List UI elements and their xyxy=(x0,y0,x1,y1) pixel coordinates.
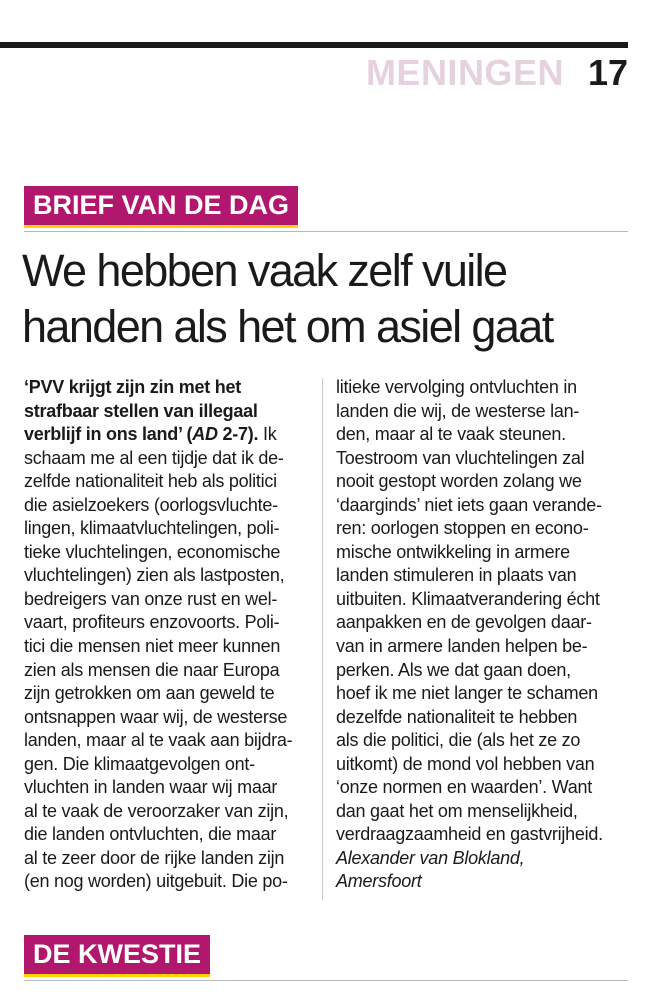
column-divider xyxy=(322,378,323,900)
top-rule xyxy=(0,42,628,48)
divider-rule xyxy=(24,980,628,981)
page-number: 17 xyxy=(587,52,628,93)
body-line: uitkomt) de mond vol hebben van xyxy=(336,753,595,774)
letter-column-right xyxy=(336,376,628,894)
body-line: vluchtelingen) zien als lastposten, xyxy=(24,565,285,586)
source-reference: AD xyxy=(192,424,218,445)
body-line: Toestroom van vluchtelingen zal xyxy=(336,447,585,468)
body-line: ren: oorlogen stoppen en econo- xyxy=(336,518,589,539)
body-line: die landen ontvluchten, die maar xyxy=(24,824,277,845)
body-line: schaam me al een tijdje dat ik de- xyxy=(24,447,284,468)
body-line: aanpakken en de gevolgen daar- xyxy=(336,612,592,633)
body-line: zelfde nationaliteit heb als politici xyxy=(24,471,277,492)
body-line: al te zeer door de rijke landen zijn xyxy=(24,847,285,868)
lead-line-mixed xyxy=(24,423,320,447)
body-line: perken. Als we dat gaan doen, xyxy=(336,659,571,680)
body-line: dezelfde nationaliteit te hebben xyxy=(336,706,578,727)
body-line: zijn getrokken om aan geweld te xyxy=(24,683,275,704)
body-line: landen die wij, de westerse lan- xyxy=(336,400,580,421)
body-line: landen stimuleren in plaats van xyxy=(336,565,577,586)
lead-line: strafbaar stellen van illegaal xyxy=(24,400,258,421)
body-line: ontsnappen waar wij, de westerse xyxy=(24,706,288,727)
body-line: vaart, profiteurs enzovoorts. Poli- xyxy=(24,612,280,633)
body-text-start: Ik xyxy=(258,424,277,445)
body-line: tieke vluchtelingen, economische xyxy=(24,541,281,562)
headline-line: handen als het om asiel gaat xyxy=(22,301,553,352)
section-name: MENINGEN xyxy=(365,52,564,93)
body-line: nooit gestopt worden zolang we xyxy=(336,471,582,492)
letter-column-left xyxy=(24,376,320,894)
body-line: als die politici, die (als het ze zo xyxy=(336,730,581,751)
page-header xyxy=(366,52,628,94)
lead-line: ‘PVV krijgt zijn zin met het xyxy=(24,377,242,397)
author-name: Alexander van Blokland, xyxy=(336,847,525,868)
body-line: (en nog worden) uitgebuit. Die po- xyxy=(24,871,288,892)
body-line: dan gaat het om menselijkheid, xyxy=(336,800,578,821)
body-line: vluchten in landen waar wij maar xyxy=(24,777,278,798)
divider-rule xyxy=(24,231,628,232)
body-line: van in armere landen helpen be- xyxy=(336,636,588,657)
body-line: zien als mensen die naar Europa xyxy=(24,659,280,680)
body-line: landen, maar al te vaak aan bijdra- xyxy=(24,730,293,751)
body-line: litieke vervolging ontvluchten in xyxy=(336,377,577,397)
author-place: Amersfoort xyxy=(336,871,422,892)
headline xyxy=(22,243,632,355)
body-line: gen. Die klimaatgevolgen ont- xyxy=(24,753,255,774)
body-line: tici die mensen niet meer kunnen xyxy=(24,636,281,657)
body-line: al te vaak de veroorzaker van zijn, xyxy=(24,800,289,821)
body-line: uitbuiten. Klimaatverandering écht xyxy=(336,588,600,609)
body-line: mische ontwikkeling in armere xyxy=(336,541,570,562)
body-line: verdraagzaamheid en gastvrijheid. xyxy=(336,824,603,845)
body-line: hoef ik me niet langer te schamen xyxy=(336,683,598,704)
body-line: ‘onze normen en waarden’. Want xyxy=(336,777,592,798)
source-date: 2-7). xyxy=(217,424,259,445)
body-line: den, maar al te vaak steunen. xyxy=(336,424,566,445)
body-line: die asielzoekers (oorlogsvluchte- xyxy=(24,494,278,515)
body-line: ‘daarginds’ niet iets gaan verande- xyxy=(336,494,602,515)
headline-line: We hebben vaak zelf vuile xyxy=(22,245,507,296)
label-de-kwestie: DE KWESTIE xyxy=(24,935,210,977)
label-brief-van-de-dag: BRIEF VAN DE DAG xyxy=(24,186,298,228)
body-line: bedreigers van onze rust en wel- xyxy=(24,588,278,609)
body-line: lingen, klimaatvluchtelingen, poli- xyxy=(24,518,280,539)
lead-text: verblijf in ons land’ ( xyxy=(24,424,193,445)
